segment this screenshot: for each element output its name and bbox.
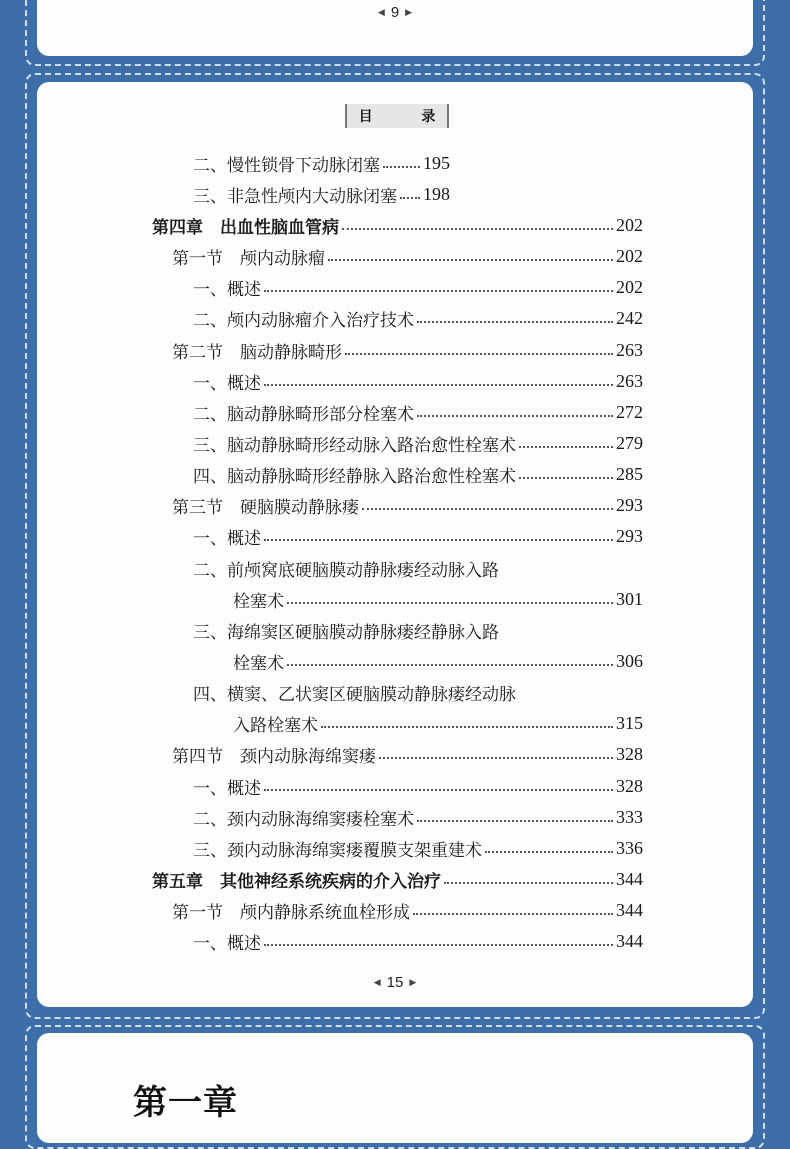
toc-entry-label: 第五章 其他神经系统疾病的介入治疗 <box>152 871 441 892</box>
toc-entry-label: 一、概述 <box>193 933 261 954</box>
toc-entry[interactable] <box>0 335 790 365</box>
toc-entry[interactable] <box>0 584 790 614</box>
toc-title-box <box>345 104 458 128</box>
toc-entry-label: 二、颅内动脉瘤介入治疗技术 <box>193 310 414 331</box>
leader-dots <box>362 507 613 510</box>
toc-entry[interactable] <box>0 677 790 707</box>
chapter-heading: 第一章 <box>133 1083 238 1123</box>
toc-entry-label: 三、脑动静脉畸形经动脉入路治愈性栓塞术 <box>193 435 516 456</box>
leader-dots <box>328 258 613 261</box>
bottom-page-number-bar <box>0 974 790 991</box>
leader-dots <box>400 196 420 199</box>
toc-entry-page: 263 <box>616 370 643 391</box>
leader-dots <box>383 165 420 168</box>
toc-entry-page: 333 <box>616 806 643 827</box>
leader-dots <box>264 289 613 292</box>
toc-entry-label: 三、海绵窦区硬脑膜动静脉瘘经静脉入路 <box>193 622 499 643</box>
toc-entry-label: 二、脑动静脉畸形部分栓塞术 <box>193 404 414 425</box>
prev-arrow-icon: ◀ <box>377 7 385 17</box>
toc-entry-label: 入路栓塞术 <box>233 715 318 736</box>
toc-entry-label: 一、概述 <box>193 778 261 799</box>
toc-entry-label: 第四章 出血性脑血管病 <box>152 217 339 238</box>
toc-entry[interactable] <box>0 490 790 520</box>
toc-entry-label: 一、概述 <box>193 279 261 300</box>
top-page-number-bar <box>37 4 753 21</box>
toc-entry[interactable] <box>0 926 790 956</box>
toc-entry[interactable] <box>0 771 790 801</box>
toc-entry[interactable] <box>0 615 790 645</box>
leader-dots <box>264 538 613 541</box>
toc-entry-page: 293 <box>616 525 643 546</box>
toc-entry[interactable] <box>0 241 790 271</box>
toc-entry[interactable] <box>0 802 790 832</box>
leader-dots <box>519 445 613 448</box>
leader-dots <box>444 881 613 884</box>
leader-dots <box>287 663 613 666</box>
toc-entry-page: 202 <box>616 276 643 297</box>
toc-entry-page: 202 <box>616 214 643 235</box>
toc-entry[interactable] <box>0 397 790 427</box>
leader-dots <box>345 352 613 355</box>
next-arrow-icon: ▶ <box>409 977 417 987</box>
toc-entry[interactable] <box>0 708 790 738</box>
toc-title: 目 录 <box>358 109 458 125</box>
toc-entry[interactable] <box>0 739 790 769</box>
leader-dots <box>287 601 613 604</box>
toc-entry[interactable] <box>0 303 790 333</box>
leader-dots <box>342 227 613 230</box>
toc-entry-label: 第四节 颈内动脉海绵窦瘘 <box>172 746 376 767</box>
toc-entry-page: 242 <box>616 307 643 328</box>
leader-dots <box>264 943 613 946</box>
toc-entry-label: 一、概述 <box>193 528 261 549</box>
toc-entry-page: 293 <box>616 494 643 515</box>
toc-entry-page: 328 <box>616 775 643 796</box>
toc-entry-label: 四、脑动静脉畸形经静脉入路治愈性栓塞术 <box>193 466 516 487</box>
toc-entry-label: 二、慢性锁骨下动脉闭塞 <box>193 155 380 176</box>
toc-entry-label: 栓塞术 <box>233 591 284 612</box>
toc-entry[interactable] <box>0 179 597 209</box>
toc-entry[interactable] <box>0 459 790 489</box>
toc-entry[interactable] <box>0 272 790 302</box>
toc-entry[interactable] <box>0 553 790 583</box>
leader-dots <box>264 788 613 791</box>
toc-entry[interactable] <box>0 646 790 676</box>
toc-entry[interactable] <box>0 864 790 894</box>
leader-dots <box>417 414 613 417</box>
toc-entry-page: 301 <box>616 588 643 609</box>
toc-entry-page: 344 <box>616 899 643 920</box>
leader-dots <box>485 850 613 853</box>
toc-entry-label: 四、横窦、乙状窦区硬脑膜动静脉瘘经动脉 <box>193 684 516 705</box>
toc-entry-label: 第二节 脑动静脉畸形 <box>172 342 342 363</box>
toc-entry-label: 第一节 颅内动脉瘤 <box>172 248 325 269</box>
toc-entry-page: 315 <box>616 712 643 733</box>
toc-entry[interactable] <box>0 428 790 458</box>
toc-entry-label: 二、颈内动脉海绵窦瘘栓塞术 <box>193 809 414 830</box>
toc-entry-page: 344 <box>616 868 643 889</box>
leader-dots <box>321 725 613 728</box>
toc-entry-page: 263 <box>616 339 643 360</box>
toc-entry-page: 336 <box>616 837 643 858</box>
toc-entry[interactable] <box>0 148 597 178</box>
toc-entry-label: 栓塞术 <box>233 653 284 674</box>
top-page-number: 9 <box>390 4 400 21</box>
toc-entry-page: 285 <box>616 463 643 484</box>
toc-entry[interactable] <box>0 210 790 240</box>
toc-entry-label: 三、非急性颅内大动脉闭塞 <box>193 186 397 207</box>
toc-entry-label: 一、概述 <box>193 373 261 394</box>
toc-entry-label: 第三节 硬脑膜动静脉瘘 <box>172 497 359 518</box>
next-arrow-icon: ▶ <box>405 7 413 17</box>
toc-entry[interactable] <box>0 833 790 863</box>
toc-entry-label: 三、颈内动脉海绵窦瘘覆膜支架重建术 <box>193 840 482 861</box>
leader-dots <box>379 756 613 759</box>
toc-entry[interactable] <box>0 366 790 396</box>
leader-dots <box>417 819 613 822</box>
bottom-page-number: 15 <box>386 974 404 991</box>
toc-entry-page: 344 <box>616 930 643 951</box>
toc-entry-page: 279 <box>616 432 643 453</box>
prev-arrow-icon: ◀ <box>373 977 381 987</box>
toc-entry-label: 第一节 颅内静脉系统血栓形成 <box>172 902 410 923</box>
toc-entry-page: 328 <box>616 743 643 764</box>
toc-entry-page: 272 <box>616 401 643 422</box>
toc-entry-page: 198 <box>423 183 450 204</box>
toc-entry-page: 195 <box>423 152 450 173</box>
leader-dots <box>413 912 613 915</box>
leader-dots <box>417 320 613 323</box>
toc-entry[interactable] <box>0 521 790 551</box>
toc-entry-page: 306 <box>616 650 643 671</box>
toc-entry[interactable] <box>0 895 790 925</box>
toc-entry-label: 二、前颅窝底硬脑膜动静脉瘘经动脉入路 <box>193 560 499 581</box>
leader-dots <box>264 383 613 386</box>
leader-dots <box>519 476 613 479</box>
toc-entry-page: 202 <box>616 245 643 266</box>
top-card <box>37 0 753 56</box>
